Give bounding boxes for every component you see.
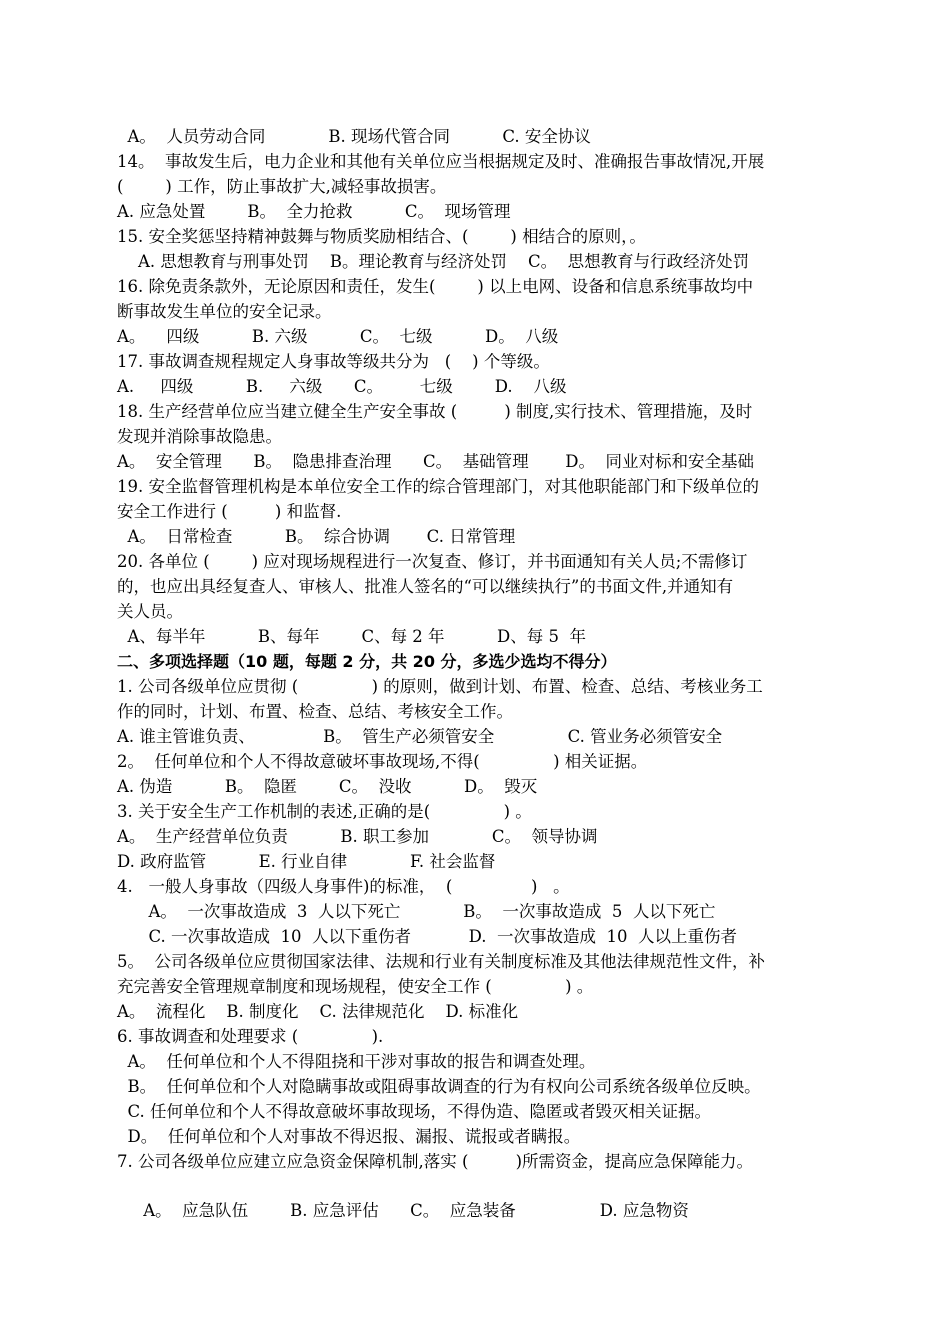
text-line: A. 思想教育与刑事处罚 B。理论教育与经济处罚 C。 思想教育与行政经济处罚 <box>117 252 750 271</box>
question-7-options: A。 应急队伍 B. 应急评估 C。 应急装备 D. 应急物资 <box>117 1201 689 1220</box>
text-line: 4. 一般人身事故（四级人身事件)的标准， ( ) 。 <box>117 877 570 896</box>
text-line: C. 一次事故造成 10 人以下重伤者 D. 一次事故造成 10 人以上重伤者 <box>117 927 738 946</box>
text-line: A. 谁主管谁负责、 B。 管生产必须管安全 C. 管业务必须管安全 <box>117 727 723 746</box>
text-line: A。 四级 B. 六级 C。 七级 D。 八级 <box>117 327 559 346</box>
section-heading: 二、多项选择题（10 题，每题 2 分，共 20 分，多选少选均不得分） <box>117 652 617 671</box>
text-line: A。 流程化 B. 制度化 C. 法律规范化 D. 标准化 <box>117 1002 519 1021</box>
text-line: 20. 各单位 ( ) 应对现场规程进行一次复查、修订，并书面通知有关人员;不需修订 <box>117 552 748 571</box>
text-line: A。 安全管理 B。 隐患排查治理 C。 基础管理 D。 同业对标和安全基础 <box>117 452 755 471</box>
text-line: D。 任何单位和个人对事故不得迟报、漏报、谎报或者瞒报。 <box>117 1127 581 1146</box>
question-block-multiple-choice <box>117 674 867 1174</box>
question-block-single-choice <box>117 124 867 649</box>
text-line: 断事故发生单位的安全记录。 <box>117 302 332 321</box>
text-line: 18. 生产经营单位应当建立健全生产安全事故 ( ) 制度,实行技术、管理措施，及时 <box>117 402 753 421</box>
text-line: B。 任何单位和个人对隐瞒事故或阻碍事故调查的行为有权向公司系统各级单位反映。 <box>117 1077 761 1096</box>
text-line: 关人员。 <box>117 602 183 621</box>
text-line: 7. 公司各级单位应建立应急资金保障机制,落实 ( )所需资金，提高应急保障能力。 <box>117 1152 754 1171</box>
text-line: 14。 事故发生后，电力企业和其他有关单位应当根据规定及时、准确报告事故情况,开展 <box>117 152 765 171</box>
spacer <box>117 1174 867 1198</box>
text-line: 5。 公司各级单位应贯彻国家法律、法规和行业有关制度标准及其他法律规范性文件，补 <box>117 952 765 971</box>
text-line: A。 任何单位和个人不得阻挠和干涉对事故的报告和调查处理。 <box>117 1052 596 1071</box>
text-line: A。 人员劳动合同 B. 现场代管合同 C. 安全协议 <box>117 127 591 146</box>
text-line: A. 伪造 B。 隐匿 C。 没收 D。 毁灭 <box>117 777 538 796</box>
text-line: 15. 安全奖惩坚持精神鼓舞与物质奖励相结合、( ) 相结合的原则，。 <box>117 227 646 246</box>
text-line: A。 一次事故造成 3 人以下死亡 B。 一次事故造成 5 人以下死亡 <box>117 902 716 921</box>
text-line: A. 应急处置 B。 全力抢救 C。 现场管理 <box>117 202 511 221</box>
text-line: 安全工作进行 ( ) 和监督. <box>117 502 342 521</box>
text-line: A、每半年 B、每年 C、每 2 年 D、每 5 年 <box>117 627 586 646</box>
text-line: 6. 事故调查和处理要求 ( ). <box>117 1027 384 1046</box>
text-line: 作的同时，计划、布置、检查、总结、考核安全工作。 <box>117 702 513 721</box>
text-line: 充完善安全管理规章制度和现场规程，使安全工作 ( ) 。 <box>117 977 594 996</box>
text-line: D. 政府监管 E. 行业自律 F. 社会监督 <box>117 852 496 871</box>
text-line: ( ) 工作，防止事故扩大,减轻事故损害。 <box>117 177 447 196</box>
text-line: 2。 任何单位和个人不得故意破坏事故现场,不得( ) 相关证据。 <box>117 752 648 771</box>
text-line: 1. 公司各级单位应贯彻 ( ) 的原则，做到计划、布置、检查、总结、考核业务工 <box>117 677 763 696</box>
text-line: 16. 除免责条款外，无论原因和责任，发生( ) 以上电网、设备和信息系统事故均中 <box>117 277 754 296</box>
text-line: 3. 关于安全生产工作机制的表述,正确的是( ) 。 <box>117 802 532 821</box>
document-body <box>117 124 867 1223</box>
text-line: 的，也应出具经复查人、审核人、批准人签名的“可以继续执行”的书面文件,并通知有 <box>117 577 734 596</box>
text-line: 发现并消除事故隐患。 <box>117 427 282 446</box>
text-line: 19. 安全监督管理机构是本单位安全工作的综合管理部门，对其他职能部门和下级单位的 <box>117 477 759 496</box>
text-line: A。 生产经营单位负责 B. 职工参加 C。 领导协调 <box>117 827 598 846</box>
text-line: A。 日常检查 B。 综合协调 C. 日常管理 <box>117 527 516 546</box>
text-line: 17. 事故调查规程规定人身事故等级共分为 ( ) 个等级。 <box>117 352 550 371</box>
text-line: C. 任何单位和个人不得故意破坏事故现场，不得伪造、隐匿或者毁灭相关证据。 <box>117 1102 712 1121</box>
text-line: A. 四级 B. 六级 C。 七级 D. 八级 <box>117 377 567 396</box>
